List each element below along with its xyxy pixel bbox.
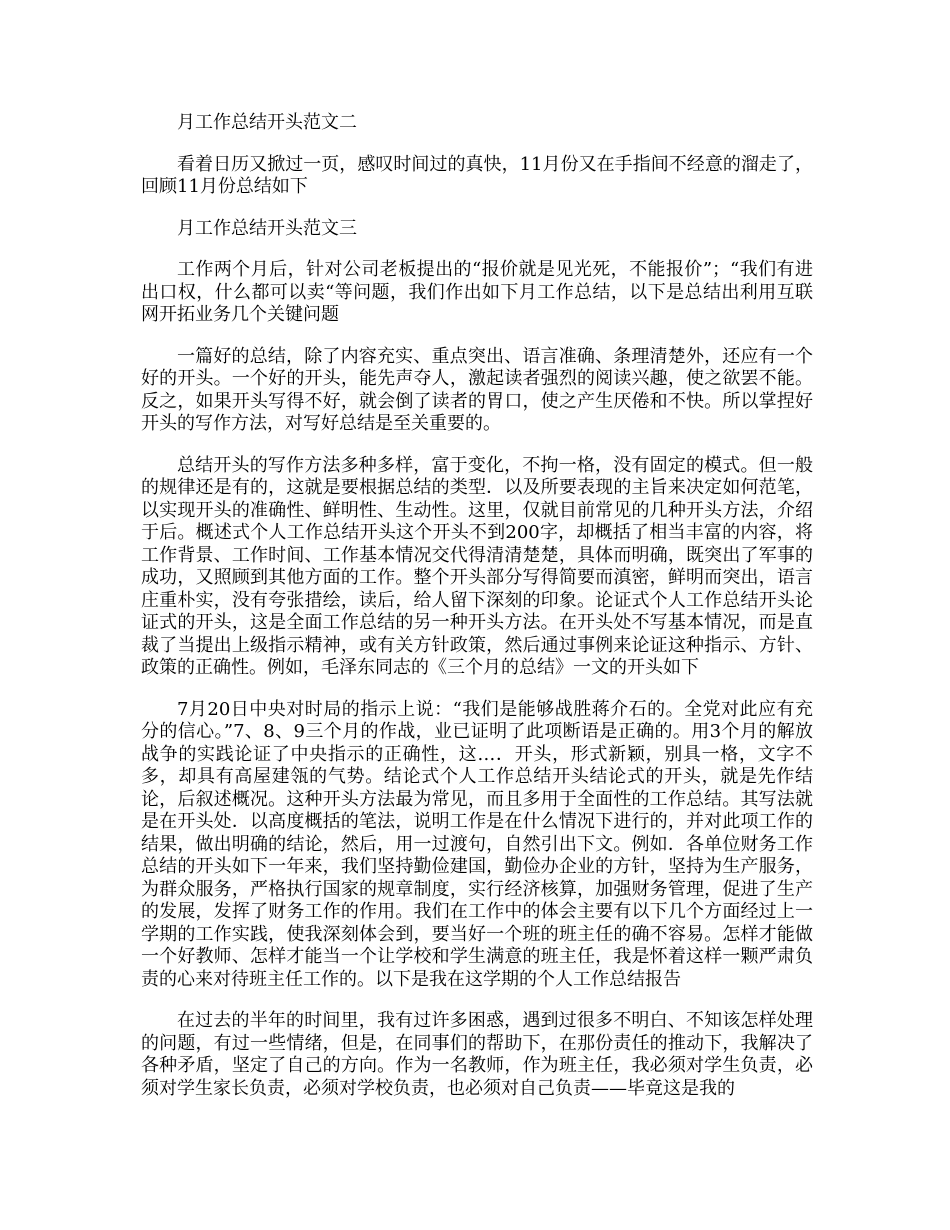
paragraph: 总结开头的写作方法多种多样，富于变化，不拘一格，没有固定的模式。但一般的规律还是有的，这就是要根据总结的类型．以及所要表现的主旨来决定如何范笔，以实现开头的准确性、鲜明性、生动性。这里，仅就目前常见的几种开头方法，介绍于后。概述式个人工作总结开头这个开头不到200字，却概括了相当丰富的内容，将工作背景、工作时间、工作基本情况交代得清清楚楚，具体而明确，既突出了军事的成功，又照顾到其他方面的工作。整个开头部分写得简要而滇密，鲜明而突出，语言庄重朴实，没有夸张措绘，读后，给人留下深刻的印象。论证式个人工作总结开头论证式的开头，这是全面工作总结的另一种开头方法。在开头处不写基本情况，而是直裁了当提出上级指示精神，或有关方针政策，然后通过事例来论证这种指示、方针、政策的正确性。例如，毛泽东同志的《三个月的总结》一文的开头如下 [141, 454, 813, 678]
section-heading: 月工作总结开头范文二 [177, 112, 357, 133]
paragraph: 7月20日中央对时局的指示上说：“我们是能够战胜蒋介石的。全党对此应有充分的信心。”7、8、9三个月的作战，业已证明了此项断语是正确的。用3个月的解放战争的实践论证了中央指示的正确性，这…．开头，形式新颖，别具一格，文字不多，却具有高屋建瓴的气势。结论式个人工作总结开头结论式的开头，就是先作结论，后叙述概况。这种开头方法最为常见，而且多用于全面性的工作总结。其写法就是在开头处．以高度概括的笔法，说明工作是在什么情况下进行的，并对此项工作的结果，做出明确的结论，然后，用一过渡句，自然引出下文。例如．各单位财务工作总结的开头如下一年来，我们坚持勤俭建国，勤俭办企业的方针，坚持为生产服务，为群众服务，严格执行国家的规章制度，实行经济核算，加强财务管理，促进了生产的发展，发挥了财务工作的作用。我们在工作中的体会主要有以下几个方面经过上一学期的工作实践，使我深刻体会到，要当好一个班的班主任的确不容易。怎样才能做一个好教师、怎样才能当一个让学校和学生满意的班主任，我是怀着这样一颗严肃负责的心来对待班主任工作的。以下是我在这学期的个人工作总结报告 [141, 698, 813, 990]
paragraph: 在过去的半年的时间里，我有过许多困惑，遇到过很多不明白、不知该怎样处理的问题，有过一些情绪，但是，在同事们的帮助下，在那份责任的推动下，我解决了各种矛盾，坚定了自己的方向。作为一名教师，作为班主任，我必须对学生负责，必须对学生家长负责，必须对学校负责，也必须对自己负责——毕竟这是我的 [141, 1010, 813, 1099]
paragraph: 看着日历又掀过一页，感叹时间过的真快，11月份又在手指间不经意的溜走了，回顾11月份总结如下 [141, 153, 813, 197]
document-page [141, 112, 813, 1119]
paragraph: 工作两个月后，针对公司老板提出的“报价就是见光死，不能报价”；“我们有进出口权，什么都可以卖“等问题，我们作出如下月工作总结，以下是总结出利用互联网开拓业务几个关键问题 [141, 259, 813, 325]
paragraph: 一篇好的总结，除了内容充实、重点突出、语言准确、条理清楚外，还应有一个好的开头。一个好的开头，能先声夺人，激起读者强烈的阅读兴趣，使之欲罢不能。反之，如果开头写得不好，就会倒了读者的胃口，使之产生厌倦和不快。所以掌捏好开头的写作方法，对写好总结是至关重要的。 [141, 345, 813, 434]
section-heading: 月工作总结开头范文三 [177, 217, 357, 239]
